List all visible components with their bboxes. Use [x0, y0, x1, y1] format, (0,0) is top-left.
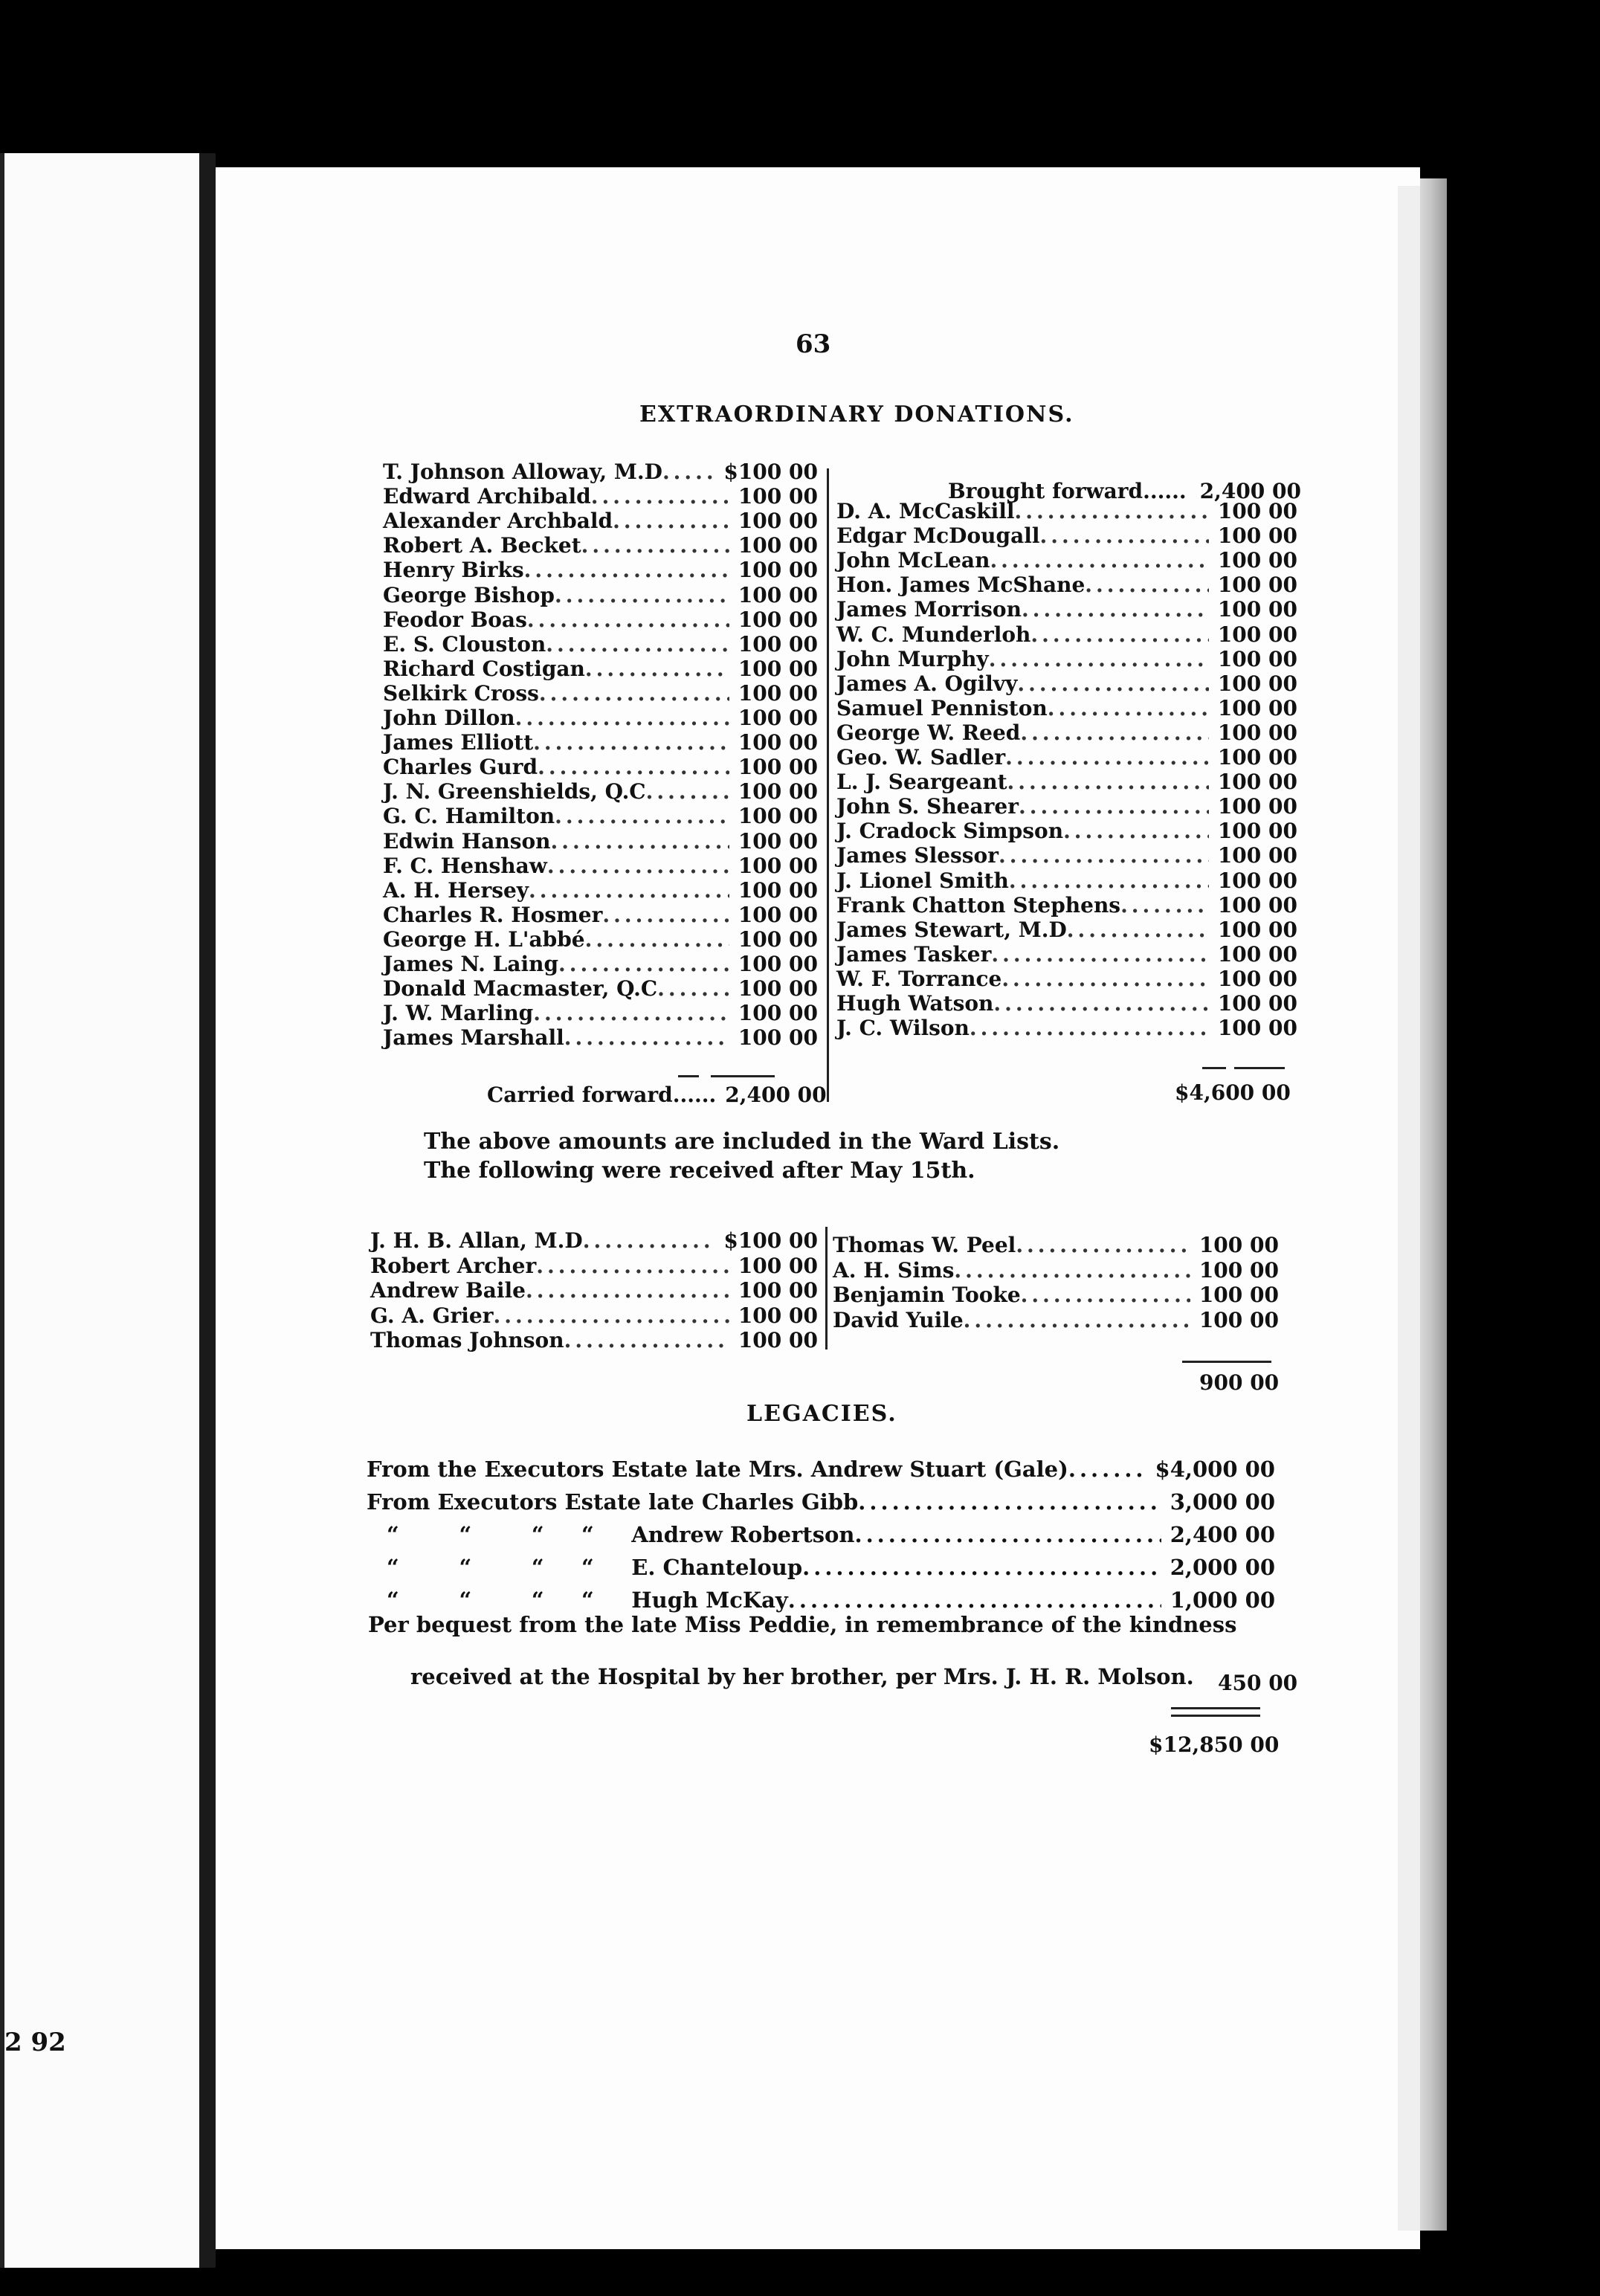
- donation-left-amount: 100 00: [738, 680, 818, 706]
- after-left-name: J. H. B. Allan, M.D: [370, 1228, 583, 1253]
- donation-left-amount: 100 00: [738, 607, 818, 632]
- donation-left-row: [383, 976, 818, 1001]
- donation-right-row: [836, 770, 1297, 794]
- leader-dots: [1048, 696, 1209, 720]
- donation-left-name: George H. L'abbé: [383, 926, 585, 952]
- leader-dots: [1030, 622, 1208, 647]
- carried-rule-b: [711, 1075, 775, 1077]
- leader-dots: [526, 1278, 729, 1303]
- donation-left-amount: 100 00: [738, 582, 818, 607]
- after-left-amount: 100 00: [738, 1328, 818, 1352]
- leader-dots: [524, 558, 729, 582]
- donation-right-amount: 100 00: [1217, 868, 1297, 893]
- donation-left-amount: 100 00: [738, 484, 818, 509]
- leader-dots: [1007, 770, 1209, 794]
- donation-left-name: Feodor Boas: [383, 607, 527, 632]
- donation-right-name: D. A. McCaskill: [836, 499, 1015, 523]
- leader-dots: [515, 706, 729, 730]
- leader-dots: [583, 1228, 715, 1253]
- after-left-amount: $100 00: [723, 1228, 818, 1253]
- donation-left-row: [383, 706, 818, 730]
- donation-left-row: [383, 657, 818, 681]
- donation-left-amount: 100 00: [738, 853, 818, 878]
- donation-right-name: W. C. Munderloh: [836, 622, 1031, 647]
- after-left-row: [370, 1254, 818, 1278]
- legacies-total: $12,850 00: [1149, 1732, 1280, 1757]
- donation-right-row: [836, 671, 1297, 696]
- donation-left-name: Robert A. Becket: [383, 533, 581, 558]
- donation-right-name: Samuel Penniston: [836, 695, 1048, 720]
- donation-right-name: John S. Shearer: [836, 794, 1019, 819]
- donation-right-name: J. Lionel Smith: [836, 868, 1009, 893]
- leader-dots: [788, 1587, 1161, 1613]
- donation-right-name: J. C. Wilson: [836, 1016, 970, 1041]
- donation-right-amount: 100 00: [1217, 720, 1297, 745]
- leader-dots: [539, 681, 729, 706]
- after-total: 900 00: [1199, 1370, 1280, 1395]
- legacy-text: “ “ “ “ Hugh McKay: [387, 1587, 788, 1613]
- legacy-amount: 2,000 00: [1170, 1555, 1275, 1580]
- donation-left-name: Charles Gurd: [383, 755, 538, 780]
- donation-left-name: Selkirk Cross: [383, 680, 539, 706]
- after-left-name: Robert Archer: [370, 1253, 537, 1278]
- donation-left-row: [383, 878, 818, 903]
- donation-left-row: [383, 730, 818, 755]
- carried-forward-row: [487, 1083, 827, 1107]
- donation-left-row: [383, 484, 818, 509]
- leader-dots: [564, 1025, 729, 1050]
- legacy-row: [367, 1489, 1275, 1515]
- leader-dots: [581, 533, 729, 558]
- donation-right-amount: 100 00: [1217, 1016, 1297, 1041]
- page-edge-inner: [1398, 186, 1420, 2231]
- donation-left-amount: 100 00: [738, 558, 818, 583]
- donation-right-amount: 100 00: [1217, 646, 1297, 671]
- donation-right-row: [836, 523, 1297, 548]
- leader-dots: [657, 976, 729, 1001]
- donation-left-name: Edward Archibald: [383, 484, 591, 509]
- donation-left-name: James Marshall: [383, 1025, 564, 1051]
- legacy-text: “ “ “ “ E. Chanteloup: [387, 1555, 803, 1580]
- leader-dots: [1005, 745, 1209, 770]
- donation-right-amount: 100 00: [1217, 622, 1297, 647]
- leader-dots: [555, 804, 729, 828]
- donation-left-row: [383, 755, 818, 779]
- donation-left-amount: 100 00: [738, 804, 818, 829]
- donation-left-row: [383, 583, 818, 607]
- donation-left-amount: $100 00: [723, 459, 818, 484]
- leader-dots: [991, 942, 1208, 967]
- donation-left-amount: 100 00: [738, 1001, 818, 1026]
- donation-left-amount: 100 00: [738, 828, 818, 854]
- donation-left-amount: 100 00: [738, 509, 818, 534]
- donation-right-amount: 100 00: [1217, 819, 1297, 844]
- left-page: [0, 153, 199, 2268]
- donation-right-name: L. J. Seargeant: [836, 770, 1007, 795]
- donation-right-row: [836, 597, 1297, 622]
- leader-dots: [613, 509, 729, 533]
- after-right-amount: 100 00: [1199, 1307, 1279, 1332]
- donation-left-row: [383, 607, 818, 632]
- donation-right-row: [836, 991, 1297, 1016]
- book-gutter: [199, 153, 216, 2268]
- donation-right-row: [836, 1016, 1297, 1040]
- donation-right-amount: 100 00: [1217, 941, 1297, 967]
- legacy-amount: 2,400 00: [1170, 1522, 1275, 1547]
- donation-left-row: [383, 681, 818, 706]
- leader-dots: [551, 829, 729, 854]
- donation-left-row: [383, 927, 818, 952]
- leader-dots: [538, 755, 729, 779]
- donation-left-name: G. C. Hamilton: [383, 804, 555, 829]
- donation-right-row: [836, 720, 1297, 745]
- left-page-number: 2 92: [4, 2028, 66, 2057]
- donation-right-row: [836, 622, 1297, 647]
- after-left-name: Andrew Baile: [370, 1278, 526, 1303]
- donation-right-amount: 100 00: [1217, 695, 1297, 720]
- donation-left-name: F. C. Henshaw: [383, 853, 547, 878]
- after-left-amount: 100 00: [738, 1253, 818, 1278]
- donation-right-row: [836, 499, 1297, 523]
- after-right-amount: 100 00: [1199, 1257, 1279, 1283]
- after-left-row: [370, 1303, 818, 1328]
- right-total-rule-b: [1234, 1067, 1285, 1069]
- donation-left-name: John Dillon: [383, 706, 515, 730]
- donation-left-row: [383, 1025, 818, 1050]
- carried-forward-amount: 2,400 00: [725, 1083, 827, 1107]
- donation-left-name: Henry Birks: [383, 558, 524, 583]
- donation-right-amount: 100 00: [1217, 966, 1297, 991]
- donation-left-amount: 100 00: [738, 1025, 818, 1051]
- donation-right-amount: 100 00: [1217, 745, 1297, 770]
- donation-left-name: A. H. Hersey: [383, 877, 529, 903]
- carried-rule-a: [678, 1075, 699, 1077]
- leader-dots: [993, 991, 1208, 1016]
- brought-forward-label: Brought forward......: [948, 479, 1187, 503]
- donation-left-name: Alexander Archbald: [383, 509, 613, 534]
- legacy-amount: 1,000 00: [1170, 1587, 1275, 1613]
- leader-dots: [1015, 499, 1209, 523]
- leader-dots: [1063, 819, 1209, 843]
- leader-dots: [529, 878, 729, 903]
- donation-right-name: John McLean: [836, 548, 990, 573]
- after-right-name: David Yuile: [833, 1307, 964, 1332]
- donation-left-amount: 100 00: [738, 533, 818, 558]
- donation-left-amount: 100 00: [738, 631, 818, 657]
- donation-right-name: Edgar McDougall: [836, 523, 1040, 549]
- donation-left-name: James N. Laing: [383, 952, 559, 976]
- legacy-row: [387, 1587, 1275, 1613]
- right-total: $4,600 00: [1175, 1080, 1291, 1105]
- page-title: EXTRAORDINARY DONATIONS.: [639, 402, 1074, 428]
- after-right-name: Benjamin Tooke: [833, 1283, 1021, 1307]
- donation-left-amount: 100 00: [738, 902, 818, 927]
- right-total-rule-a: [1202, 1067, 1226, 1069]
- donation-left-amount: 100 00: [738, 730, 818, 755]
- left-page-edge: [0, 153, 4, 2268]
- donation-right-name: James Slessor: [836, 843, 999, 868]
- leader-dots: [536, 1254, 729, 1278]
- donation-right-name: Hugh Watson: [836, 991, 994, 1016]
- after-right-name: A. H. Sims: [833, 1257, 955, 1283]
- note-line-2: The following were received after May 15th.: [424, 1158, 975, 1184]
- legacy-text: “ “ “ “ Andrew Robertson: [387, 1522, 855, 1547]
- column-divider: [827, 468, 829, 1102]
- legacy-amount: $4,000 00: [1155, 1457, 1275, 1482]
- legacies-total-rule-b: [1171, 1715, 1260, 1717]
- bequest-amount: 450 00: [1218, 1671, 1298, 1695]
- donation-right-row: [836, 548, 1297, 573]
- leader-dots: [1017, 671, 1208, 696]
- donation-right-name: Geo. W. Sadler: [836, 745, 1006, 770]
- after-left-name: Thomas Johnson: [370, 1328, 564, 1352]
- legacies-title: LEGACIES.: [746, 1401, 897, 1427]
- leader-dots: [1068, 1456, 1146, 1483]
- donation-right-row: [836, 942, 1297, 967]
- after-left-row: [370, 1228, 818, 1253]
- bequest-line-1: Per bequest from the late Miss Peddie, in remembrance of the kindness: [368, 1612, 1237, 1637]
- donation-right-name: James Stewart, M.D: [836, 917, 1067, 942]
- donation-right-name: John Murphy: [836, 646, 989, 671]
- donation-right-amount: 100 00: [1217, 597, 1297, 622]
- donation-left-amount: 100 00: [738, 976, 818, 1002]
- leader-dots: [662, 459, 714, 484]
- donation-right-name: J. Cradock Simpson: [836, 819, 1064, 844]
- leader-dots: [970, 1016, 1209, 1040]
- donation-left-row: [383, 854, 818, 878]
- leader-dots: [1001, 967, 1209, 991]
- donation-left-amount: 100 00: [738, 755, 818, 780]
- donation-left-amount: 100 00: [738, 926, 818, 952]
- donation-right-amount: 100 00: [1217, 573, 1297, 598]
- donation-left-name: Donald Macmaster, Q.C: [383, 976, 658, 1002]
- donation-left-name: J. W. Marling: [383, 1001, 534, 1026]
- after-total-rule: [1182, 1361, 1271, 1363]
- donation-right-row: [836, 868, 1297, 893]
- donation-right-amount: 100 00: [1217, 917, 1297, 942]
- donation-right-row: [836, 819, 1297, 843]
- donation-left-row: [383, 829, 818, 854]
- leader-dots: [1040, 523, 1209, 548]
- donation-right-row: [836, 573, 1297, 597]
- donation-left-row: [383, 952, 818, 976]
- after-left-amount: 100 00: [738, 1278, 818, 1303]
- donation-left-amount: 100 00: [738, 656, 818, 681]
- legacies-total-rule-a: [1171, 1707, 1260, 1709]
- leader-dots: [533, 1001, 729, 1025]
- leader-dots: [1022, 597, 1209, 622]
- donation-left-row: [383, 509, 818, 533]
- donation-right-row: [836, 893, 1297, 918]
- legacy-row: [387, 1521, 1275, 1548]
- page-number: 63: [796, 329, 831, 359]
- leader-dots: [494, 1303, 729, 1328]
- leader-dots: [646, 779, 729, 804]
- leader-dots: [558, 952, 729, 976]
- donation-left-row: [383, 804, 818, 828]
- donation-right-name: James Tasker: [836, 941, 992, 967]
- bequest-line-2: received at the Hospital by her brother, per Mrs. J. H. R. Molson.: [410, 1664, 1194, 1689]
- donation-left-name: George Bishop: [383, 582, 555, 607]
- donation-left-row: [383, 903, 818, 927]
- donation-right-amount: 100 00: [1217, 892, 1297, 918]
- donation-right-amount: 100 00: [1217, 523, 1297, 549]
- leader-dots: [1067, 918, 1209, 942]
- leader-dots: [802, 1554, 1161, 1581]
- leader-dots: [954, 1258, 1190, 1283]
- donation-left-row: [383, 558, 818, 582]
- leader-dots: [989, 647, 1209, 671]
- donation-left-name: E. S. Clouston: [383, 631, 546, 657]
- leader-dots: [527, 607, 729, 632]
- donation-left-name: Edwin Hanson: [383, 828, 551, 854]
- legacy-text: From Executors Estate late Charles Gibb: [367, 1489, 859, 1515]
- donation-right-name: James Morrison: [836, 597, 1022, 622]
- after-column-divider: [825, 1227, 828, 1349]
- after-right-amount: 100 00: [1199, 1283, 1279, 1307]
- donation-right-amount: 100 00: [1217, 548, 1297, 573]
- donation-left-amount: 100 00: [738, 877, 818, 903]
- leader-dots: [602, 903, 729, 927]
- leader-dots: [1016, 1233, 1190, 1257]
- leader-dots: [564, 1328, 729, 1352]
- leader-dots: [1019, 794, 1209, 819]
- note-line-1: The above amounts are included in the Ward Lists.: [424, 1129, 1060, 1155]
- donation-right-name: George W. Reed: [836, 720, 1021, 745]
- donation-left-row: [383, 632, 818, 657]
- carried-forward-label: Carried forward......: [487, 1083, 717, 1107]
- leader-dots: [555, 583, 729, 607]
- leader-dots: [585, 657, 729, 681]
- leader-dots: [533, 730, 729, 755]
- donation-right-amount: 100 00: [1217, 843, 1297, 868]
- brought-forward-amount: 2,400 00: [1199, 479, 1301, 503]
- donation-left-amount: 100 00: [738, 706, 818, 730]
- leader-dots: [547, 854, 729, 878]
- leader-dots: [999, 843, 1209, 868]
- donation-right-row: [836, 647, 1297, 671]
- donation-right-name: W. F. Torrance: [836, 966, 1002, 991]
- donation-left-row: [383, 533, 818, 558]
- legacy-row: [367, 1456, 1275, 1483]
- donation-right-row: [836, 967, 1297, 991]
- donation-right-name: James A. Ogilvy: [836, 671, 1018, 696]
- donation-left-row: [383, 1001, 818, 1025]
- leader-dots: [1021, 1283, 1190, 1307]
- after-left-row: [370, 1278, 818, 1303]
- donation-left-name: J. N. Greenshields, Q.C: [383, 779, 646, 804]
- donation-left-amount: 100 00: [738, 952, 818, 976]
- donation-right-row: [836, 794, 1297, 819]
- donation-right-amount: 100 00: [1217, 991, 1297, 1016]
- after-right-row: [833, 1308, 1279, 1332]
- page-edge-outer: [1420, 178, 1447, 2231]
- leader-dots: [546, 632, 729, 657]
- donation-right-row: [836, 745, 1297, 770]
- after-left-row: [370, 1328, 818, 1352]
- after-left-name: G. A. Grier: [370, 1303, 494, 1328]
- donation-right-row: [836, 696, 1297, 720]
- leader-dots: [964, 1308, 1190, 1332]
- leader-dots: [990, 548, 1208, 573]
- after-right-name: Thomas W. Peel: [833, 1233, 1016, 1257]
- legacy-row: [387, 1554, 1275, 1581]
- after-right-row: [833, 1283, 1279, 1307]
- leader-dots: [1120, 893, 1209, 918]
- after-right-amount: 100 00: [1199, 1233, 1279, 1257]
- after-right-row: [833, 1233, 1279, 1257]
- donation-right-amount: 100 00: [1217, 671, 1297, 696]
- legacy-text: From the Executors Estate late Mrs. Andrew Stuart (Gale): [367, 1457, 1068, 1482]
- donation-right-row: [836, 843, 1297, 868]
- donation-right-name: Hon. James McShane: [836, 573, 1086, 598]
- donation-left-name: T. Johnson Alloway, M.D: [383, 459, 662, 484]
- leader-dots: [1085, 573, 1209, 597]
- donation-left-row: [383, 779, 818, 804]
- donation-right-name: Frank Chatton Stephens: [836, 892, 1121, 918]
- donation-right-row: [836, 918, 1297, 942]
- after-left-amount: 100 00: [738, 1303, 818, 1328]
- leader-dots: [854, 1521, 1161, 1548]
- after-right-row: [833, 1258, 1279, 1283]
- donation-left-amount: 100 00: [738, 779, 818, 804]
- leader-dots: [591, 484, 729, 509]
- donation-right-amount: 100 00: [1217, 794, 1297, 819]
- leader-dots: [858, 1489, 1161, 1515]
- donation-right-amount: 100 00: [1217, 770, 1297, 795]
- donation-left-row: [383, 459, 818, 484]
- donation-right-amount: 100 00: [1217, 499, 1297, 523]
- leader-dots: [1009, 868, 1209, 893]
- legacy-amount: 3,000 00: [1170, 1489, 1275, 1515]
- donation-left-name: Charles R. Hosmer: [383, 902, 603, 927]
- donation-left-name: James Elliott: [383, 730, 534, 755]
- leader-dots: [585, 927, 729, 952]
- donation-left-name: Richard Costigan: [383, 656, 585, 681]
- leader-dots: [1020, 720, 1208, 745]
